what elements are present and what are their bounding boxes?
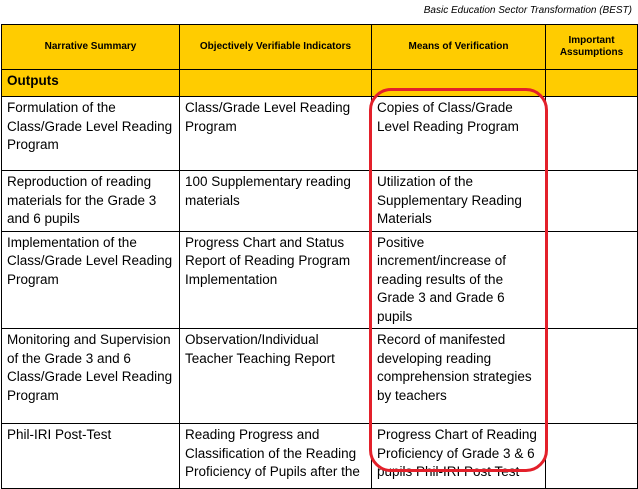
section-label: Outputs <box>2 70 180 97</box>
summary-cell: Implementation of the Class/Grade Level Reading Program <box>2 231 180 329</box>
indicator-cell: Reading Progress and Classification of the Reading Proficiency of Pupils after the <box>180 424 372 489</box>
verification-cell: Progress Chart of Reading Proficiency of Grade 3 & 6 pupils Phil-IRI Post Test <box>372 424 546 489</box>
indicator-cell: Class/Grade Level Reading Program <box>180 97 372 171</box>
verification-cell: Record of manifested developing reading comprehension strategies by teachers <box>372 329 546 424</box>
section-row-outputs <box>2 70 638 97</box>
empty-cell <box>546 70 638 97</box>
summary-cell: Phil-IRI Post-Test <box>2 424 180 489</box>
column-header-assumptions: Important Assumptions <box>546 25 638 70</box>
column-header-means-of-verification: Means of Verification <box>372 25 546 70</box>
table-row <box>2 231 638 329</box>
assumption-cell <box>546 171 638 232</box>
table-row <box>2 97 638 171</box>
verification-cell: Positive increment/increase of reading results of the Grade 3 and Grade 6 pupils <box>372 231 546 329</box>
table-row <box>2 171 638 232</box>
summary-cell: Reproduction of reading materials for the Grade 3 and 6 pupils <box>2 171 180 232</box>
summary-cell: Formulation of the Class/Grade Level Reading Program <box>2 97 180 171</box>
assumption-cell <box>546 231 638 329</box>
indicator-cell: Progress Chart and Status Report of Reading Program Implementation <box>180 231 372 329</box>
column-header-narrative-summary: Narrative Summary <box>2 25 180 70</box>
indicator-cell: 100 Supplementary reading materials <box>180 171 372 232</box>
empty-cell <box>372 70 546 97</box>
assumption-cell <box>546 97 638 171</box>
verification-cell: Utilization of the Supplementary Reading Materials <box>372 171 546 232</box>
logframe-table <box>1 24 638 489</box>
document-title: Basic Education Sector Transformation (BEST) <box>423 5 632 16</box>
empty-cell <box>180 70 372 97</box>
column-header-indicators: Objectively Verifiable Indicators <box>180 25 372 70</box>
assumption-cell <box>546 329 638 424</box>
header-row <box>2 25 638 70</box>
verification-cell: Copies of Class/Grade Level Reading Program <box>372 97 546 171</box>
summary-cell: Monitoring and Supervision of the Grade 3 and 6 Class/Grade Level Reading Program <box>2 329 180 424</box>
indicator-cell: Observation/Individual Teacher Teaching Report <box>180 329 372 424</box>
table-row <box>2 329 638 424</box>
